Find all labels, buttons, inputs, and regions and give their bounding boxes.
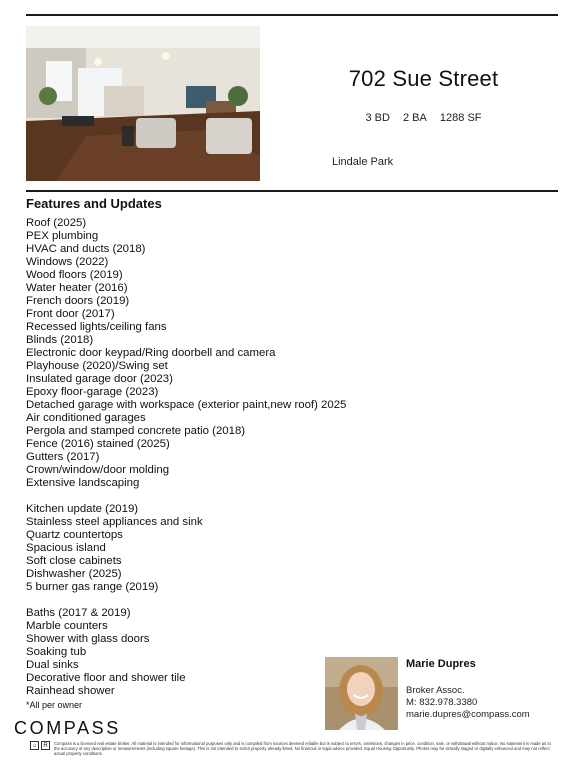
list-item: Wood floors (2019) (26, 269, 123, 281)
list-item: Spacious island (26, 542, 106, 554)
agent-title: Broker Assoc. (406, 685, 465, 696)
agent-portrait (325, 657, 398, 730)
list-item: Roof (2025) (26, 217, 87, 229)
list-item: PEX plumbing (26, 230, 99, 242)
baths-count: 2 BA (403, 112, 427, 124)
list-item: Kitchen update (2019) (26, 503, 139, 515)
property-stats (260, 112, 587, 124)
agent-name: Marie Dupres (406, 658, 476, 670)
list-item: Stainless steel appliances and sink (26, 516, 203, 528)
equal-housing-icon (30, 741, 52, 751)
list-spacer (26, 490, 566, 503)
legal-disclaimer: Compass is a licensed real estate broker. All material is intended for informational purposes only and is compiled from sources deemed reliable but is subject to errors, omissions, changes in price, condition, sale, or withdrawal without notice. No statement is made as to the accuracy of any description or measurements (including square footage). This is not intended to solicit property already listed. No financial or legal advice provided. Equal Housing Opportunity. Photos may be virtually staged or digitally enhanced and may not reflect actual property conditions. (54, 741, 551, 757)
list-item: Insulated garage door (2023) (26, 373, 173, 385)
owner-note: *All per owner (26, 700, 83, 710)
list-item: Marble counters (26, 620, 108, 632)
features-list-general (26, 217, 566, 490)
list-item: Pergola and stamped concrete patio (2018) (26, 425, 246, 437)
list-item: Extensive landscaping (26, 477, 140, 489)
list-item: Detached garage with workspace (exterior paint,new roof) 2025 (26, 399, 347, 411)
square-footage: 1288 SF (439, 112, 482, 124)
list-item: Soaking tub (26, 646, 87, 658)
section-rule (26, 190, 558, 192)
agent-info (406, 657, 576, 721)
list-item: Shower with glass doors (26, 633, 150, 645)
list-item: Front door (2017) (26, 308, 115, 320)
list-item: Fence (2016) stained (2025) (26, 438, 170, 450)
features-list-kitchen (26, 503, 566, 594)
list-item: French doors (2019) (26, 295, 130, 307)
equal-housing-house-icon: ⌂ (30, 741, 39, 750)
list-item: Decorative floor and shower tile (26, 672, 186, 684)
neighborhood: Lindale Park (332, 156, 394, 168)
list-spacer (26, 594, 566, 607)
list-item: Blinds (2018) (26, 334, 94, 346)
list-item: Water heater (2016) (26, 282, 128, 294)
list-item: Air conditioned garages (26, 412, 146, 424)
compass-logo: COMPASS (14, 718, 121, 738)
features-section (26, 196, 566, 711)
agent-email[interactable]: marie.dupres@compass.com (406, 709, 530, 720)
list-item: Quartz countertops (26, 529, 123, 541)
list-item: Dual sinks (26, 659, 79, 671)
list-item: Rainhead shower (26, 685, 115, 697)
property-address: 702 Sue Street (348, 66, 499, 91)
realtor-mark-icon: R (41, 741, 50, 750)
list-item: Electronic door keypad/Ring doorbell and camera (26, 347, 276, 359)
beds-count: 3 BD (365, 112, 390, 124)
property-photo (26, 26, 260, 181)
list-item: HVAC and ducts (2018) (26, 243, 146, 255)
list-item: Gutters (2017) (26, 451, 100, 463)
list-item: Dishwasher (2025) (26, 568, 122, 580)
list-item: Soft close cabinets (26, 555, 122, 567)
top-rule (26, 14, 558, 16)
agent-phone[interactable]: M: 832.978.3380 (406, 697, 478, 708)
list-item: 5 burner gas range (2019) (26, 581, 159, 593)
list-item: Windows (2022) (26, 256, 109, 268)
list-item: Playhouse (2020)/Swing set (26, 360, 168, 372)
list-item: Recessed lights/ceiling fans (26, 321, 167, 333)
list-item: Baths (2017 & 2019) (26, 607, 131, 619)
features-heading: Features and Updates (26, 196, 162, 211)
list-item: Epoxy floor-garage (2023) (26, 386, 159, 398)
list-item: Crown/window/door molding (26, 464, 170, 476)
